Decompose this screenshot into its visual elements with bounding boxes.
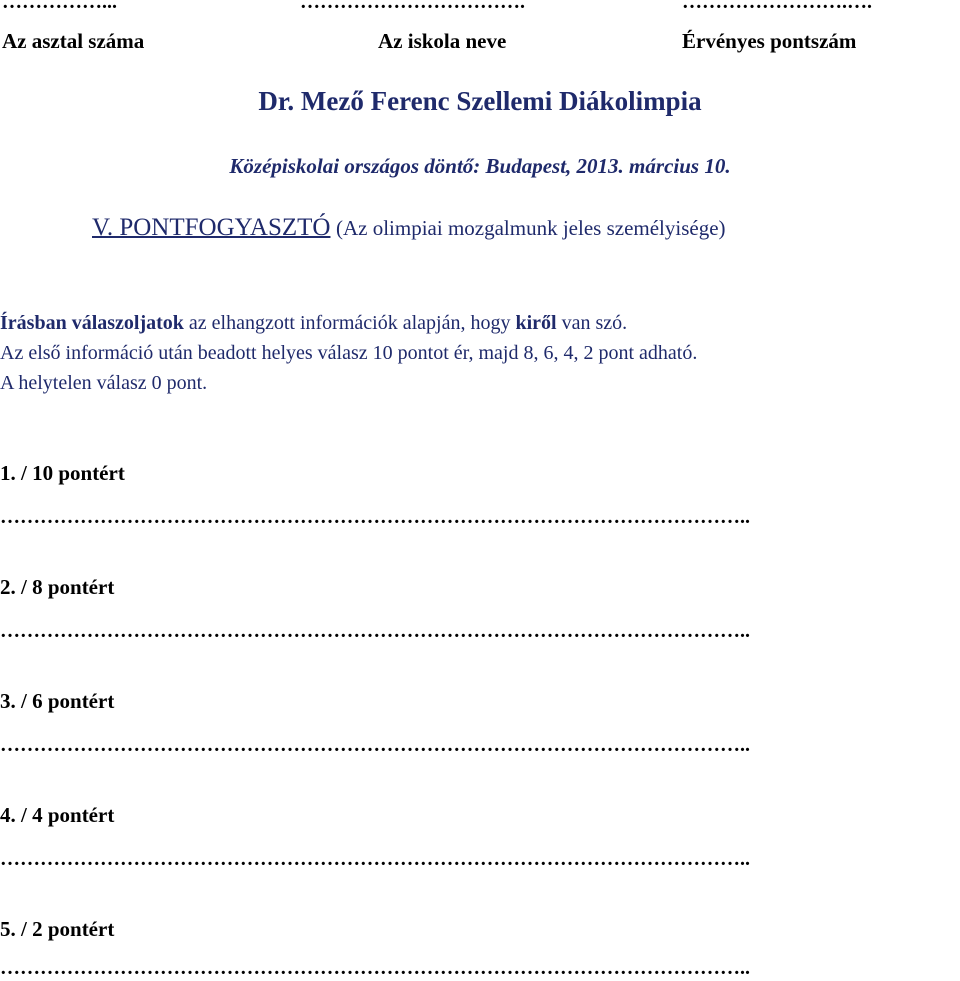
instruction-line-2: Az első információ után beadott helyes válasz 10 pontot ér, majd 8, 6, 4, 2 pont adható. [0, 342, 698, 364]
instruction-mid: az elhangzott információk alapján, hogy [183, 312, 516, 334]
answer-field-5[interactable]: ………………………………………………………………………………………………….. [0, 957, 750, 979]
answer-field-1[interactable]: ………………………………………………………………………………………………….. [0, 506, 750, 528]
question-label-2: 2. / 8 pontért [0, 575, 115, 599]
answer-field-2[interactable]: ………………………………………………………………………………………………….. [0, 620, 750, 642]
question-label-3: 3. / 6 pontért [0, 689, 115, 713]
question-label-1: 1. / 10 pontért [0, 461, 125, 485]
section-description: (Az olimpiai mozgalmunk jeles személyisége) [335, 216, 726, 240]
section-code: V. PONTFOGYASZTÓ [92, 214, 331, 241]
instruction-line-3: A helytelen válasz 0 pont. [0, 372, 208, 394]
valid-score-field[interactable]: …………………….…. [682, 0, 872, 13]
answer-field-4[interactable]: ………………………………………………………………………………………………….. [0, 848, 750, 870]
table-number-label: Az asztal száma [2, 29, 145, 53]
valid-score-label: Érvényes pontszám [682, 29, 857, 53]
instruction-bold-a: Írásban válaszoljatok [0, 312, 184, 334]
instruction-bold-b: kiről [515, 312, 557, 334]
page-subtitle: Középiskolai országos döntő: Budapest, 2013. március 10. [229, 154, 731, 178]
school-name-field[interactable]: ……………………………. [300, 0, 525, 13]
question-label-4: 4. / 4 pontért [0, 803, 115, 827]
question-label-5: 5. / 2 pontért [0, 917, 115, 941]
answer-field-3[interactable]: ………………………………………………………………………………………………….. [0, 734, 750, 756]
section-heading [92, 214, 726, 242]
table-number-field[interactable]: ……………... [2, 0, 117, 13]
school-name-label: Az iskola neve [378, 29, 507, 53]
instruction-end: van szó. [556, 312, 628, 334]
page-title: Dr. Mező Ferenc Szellemi Diákolimpia [258, 86, 702, 116]
instruction-line-1 [0, 312, 627, 335]
